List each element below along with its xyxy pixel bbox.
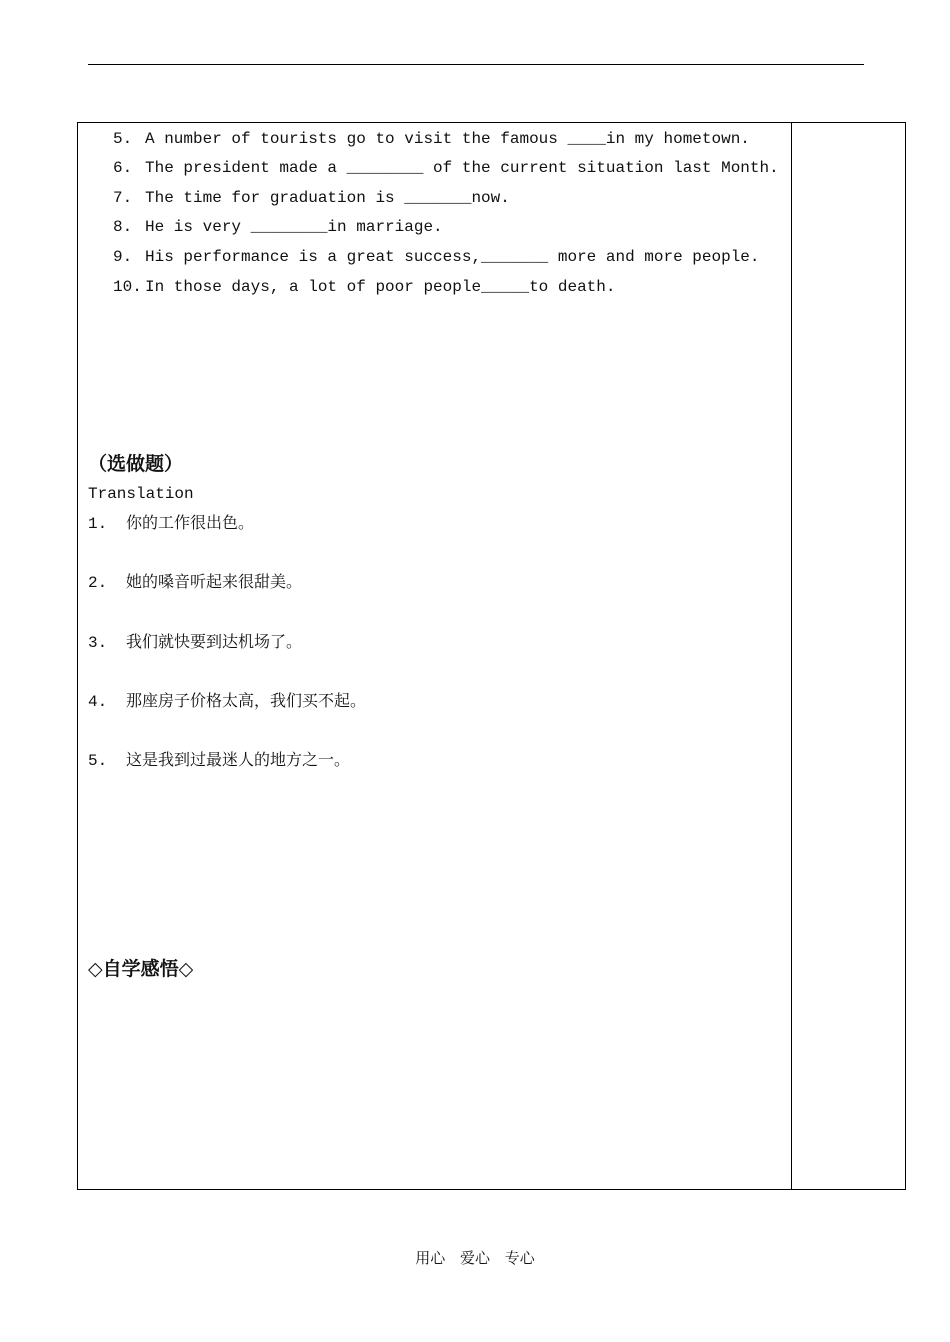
optional-section-heading: （选做题） [88, 453, 184, 475]
exercise-item-6 [113, 158, 779, 178]
exercise-item-10 [113, 277, 615, 297]
exercise-item-8 [113, 217, 443, 237]
translation-text: 那座房子价格太高，我们买不起。 [126, 691, 367, 710]
translation-item-2 [88, 572, 302, 593]
exercise-item-7 [113, 188, 510, 208]
exercise-item-5 [113, 129, 750, 149]
translation-item-3 [88, 632, 302, 653]
header-rule [88, 64, 864, 65]
translation-number: 5. [88, 752, 108, 770]
translation-number: 3. [88, 634, 108, 652]
table-column-divider [791, 122, 792, 1190]
translation-text: 我们就快要到达机场了。 [126, 632, 303, 651]
translation-item-1 [88, 513, 254, 534]
exercise-number: 6. [113, 159, 133, 177]
translation-number: 1. [88, 515, 108, 533]
exercise-text: His performance is a great success,_______ more and more people. [145, 248, 760, 266]
exercise-text: A number of tourists go to visit the famous ____in my hometown. [145, 130, 750, 148]
translation-text: 她的嗓音听起来很甜美。 [126, 572, 303, 591]
exercise-number: 8. [113, 218, 133, 236]
translation-text: 这是我到过最迷人的地方之一。 [126, 750, 351, 769]
translation-item-4 [88, 691, 366, 712]
translation-number: 4. [88, 693, 108, 711]
translation-item-5 [88, 750, 350, 771]
translation-label: Translation [88, 485, 194, 503]
exercise-item-9 [113, 247, 760, 267]
exercise-text: The president made a ________ of the current situation last Month. [145, 159, 779, 177]
exercise-text: He is very ________in marriage. [145, 218, 443, 236]
exercise-number: 10. [113, 278, 142, 296]
exercise-text: In those days, a lot of poor people_____to death. [145, 278, 616, 296]
page-footer: 用心 爱心 专心 [415, 1249, 535, 1267]
reflection-section-heading: ◇自学感悟◇ [88, 958, 194, 980]
translation-text: 你的工作很出色。 [126, 513, 255, 532]
exercise-number: 9. [113, 248, 133, 266]
exercise-number: 5. [113, 130, 133, 148]
exercise-text: The time for graduation is _______now. [145, 189, 510, 207]
translation-number: 2. [88, 574, 108, 592]
exercise-number: 7. [113, 189, 133, 207]
